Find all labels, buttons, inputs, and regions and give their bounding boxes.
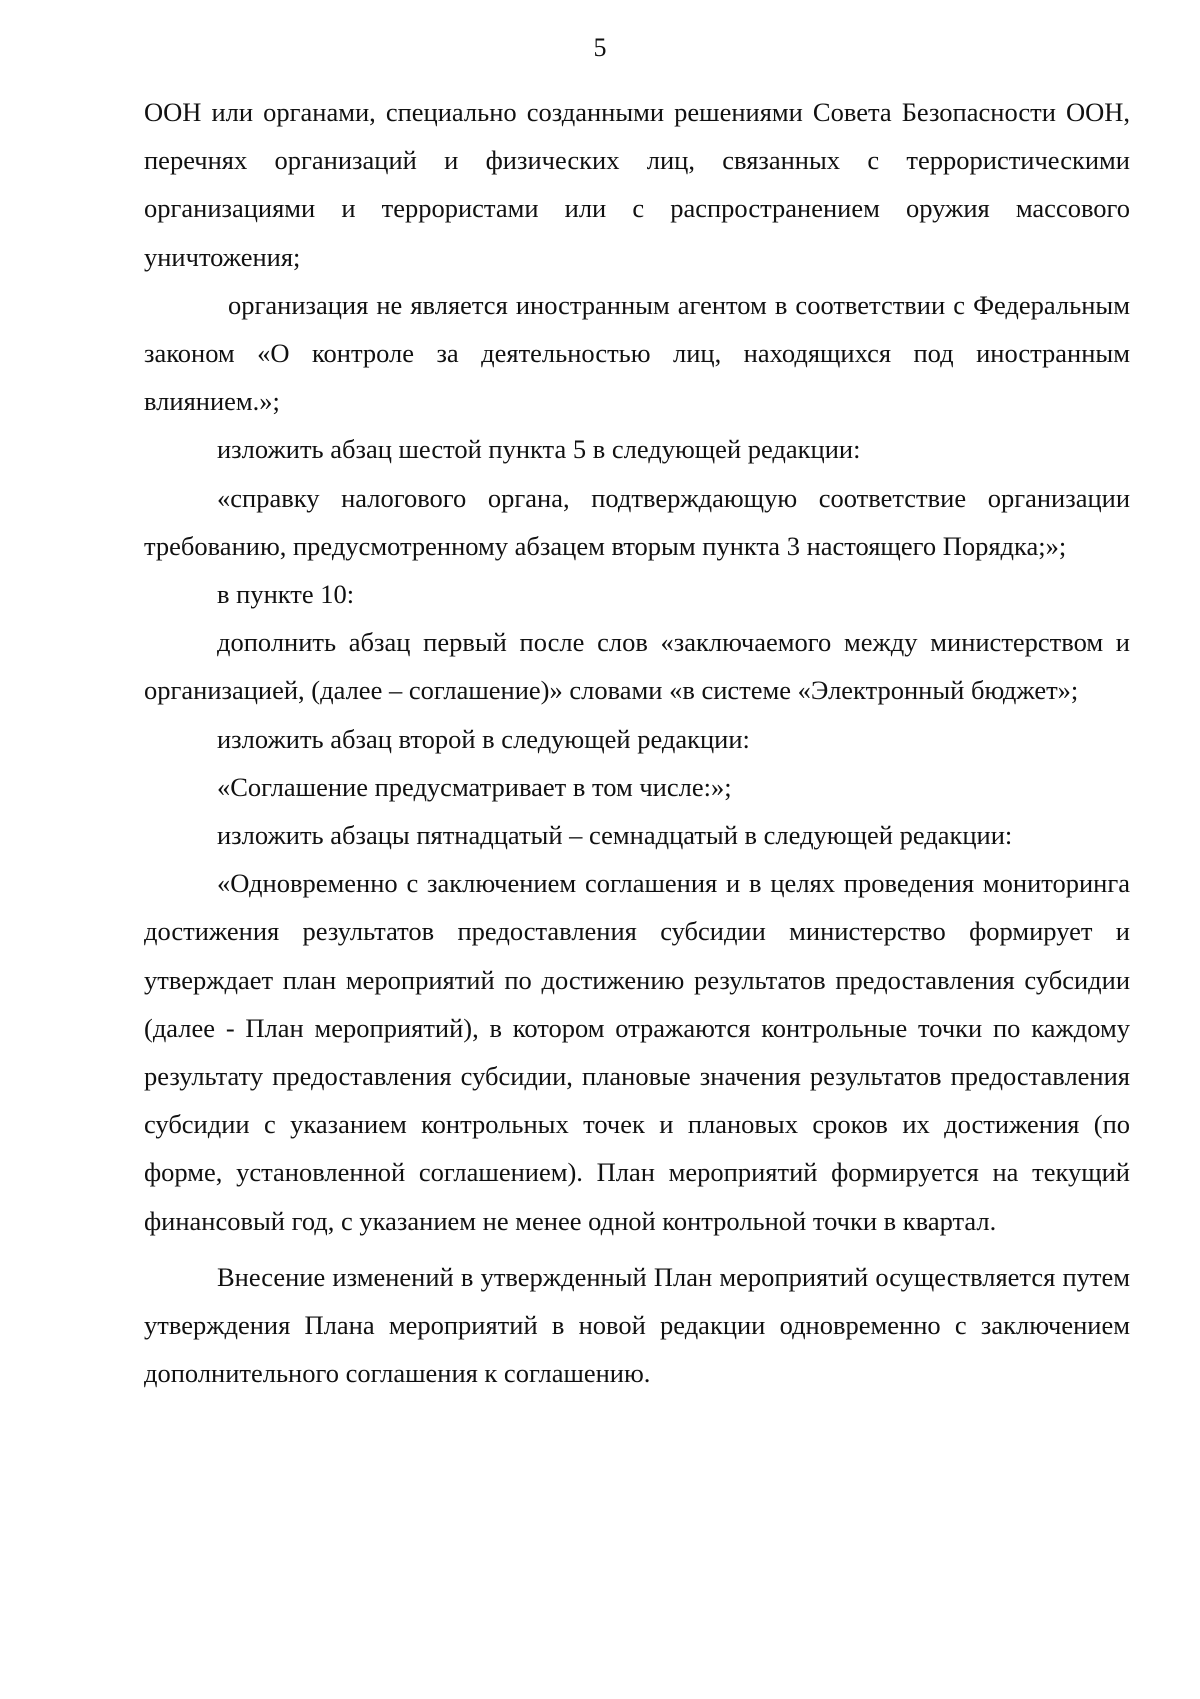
paragraph-un-lists: ООН или органами, специально созданными решениями Совета Безопасности ООН, перечнях организаций и физических лиц, связанных с террористическими организациями и террористами или с распространением оружия массового уничтожения;	[144, 97, 1130, 272]
paragraph-amend-second: изложить абзац второй в следующей редакции:	[217, 723, 750, 754]
paragraph-plan-changes: Внесение изменений в утвержденный План мероприятий осуществляется путем утверждения Плана мероприятий в новой редакции одновременно с заключением дополнительного соглашения к соглашению.	[144, 1261, 1130, 1389]
paragraph-amend-item-5: изложить абзац шестой пункта 5 в следующей редакции:	[217, 434, 861, 465]
paragraph-tax-certificate: «справку налогового органа, подтверждающую соответствие организации требованию, предусмотренному абзацем вторым пункта 3 настоящего Порядка;»;	[144, 482, 1130, 561]
paragraph-foreign-agent: организация не является иностранным агентом в соответствии с Федеральным законом «О контроле за деятельностью лиц, находящихся под иностранным влиянием.»;	[144, 289, 1130, 417]
page-number: 5	[593, 33, 607, 62]
paragraph-amend-15-17: изложить абзацы пятнадцатый – семнадцатый в следующей редакции:	[217, 820, 1013, 851]
paragraph-supplement-first: дополнить абзац первый после слов «заключаемого между министерством и организацией, (далее – соглашение)» словами «в системе «Электронный бюджет»;	[144, 627, 1130, 706]
paragraph-agreement-provides: «Соглашение предусматривает в том числе:»;	[217, 771, 732, 802]
document-body	[144, 88, 1130, 1397]
paragraph-item-10: в пункте 10:	[217, 579, 355, 610]
paragraph-action-plan: «Одновременно с заключением соглашения и в целях проведения мониторинга достижения результатов предоставления субсидии министерство формирует и утверждает план мероприятий по достижению результатов предоставления субсидии (далее - План мероприятий), в котором отражаются контрольные точки по каждому результату предоставления субсидии, плановые значения результатов предоставления субсидии с указанием контрольных точек и плановых сроков их достижения (по форме, установленной соглашением). План мероприятий формируется на текущий финансовый год, с указанием не менее одной контрольной точки в квартал.	[144, 868, 1130, 1236]
